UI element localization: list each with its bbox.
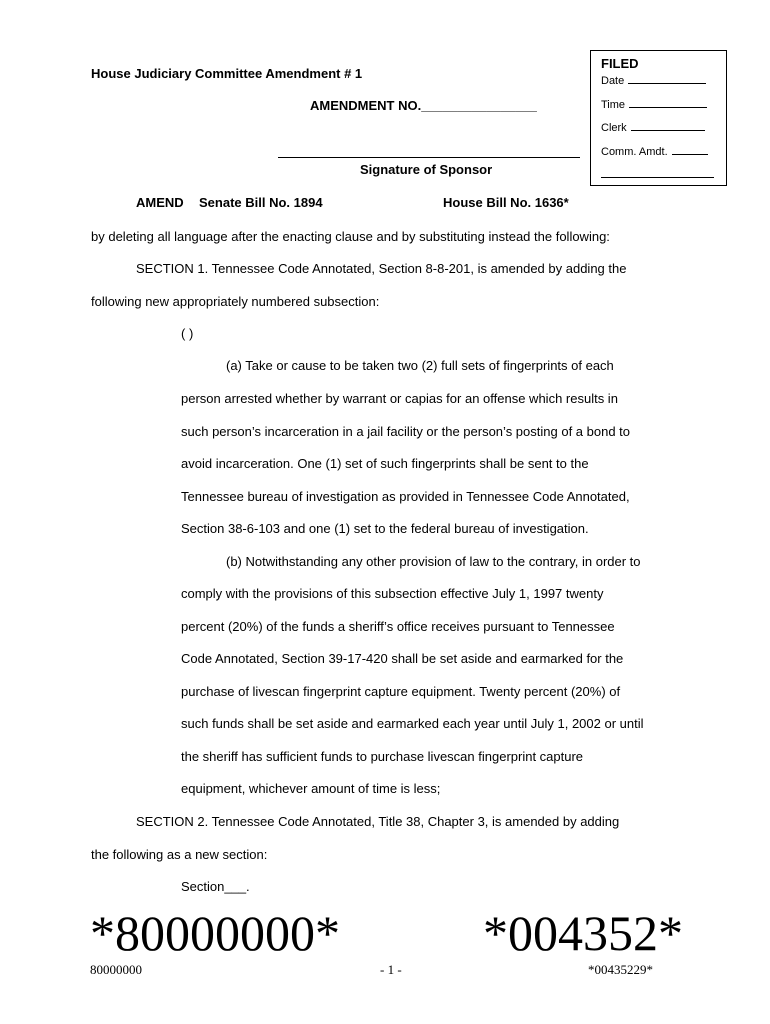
para-b-line2: comply with the provisions of this subsection effective July 1, 1997 twenty bbox=[181, 586, 604, 601]
para-a-line6: Section 38-6-103 and one (1) set to the federal bureau of investigation. bbox=[181, 521, 589, 536]
filed-extra-line bbox=[601, 177, 714, 178]
filed-date-label: Date bbox=[601, 75, 625, 87]
filed-comm-label: Comm. Amdt. bbox=[601, 146, 668, 158]
filed-clerk-label: Clerk bbox=[601, 122, 627, 134]
section2-line2: the following as a new section: bbox=[91, 847, 268, 862]
filed-comm-row bbox=[601, 145, 708, 158]
page-number: - 1 - bbox=[380, 962, 402, 977]
section1-line1: SECTION 1. Tennessee Code Annotated, Section 8-8-201, is amended by adding the bbox=[136, 261, 627, 276]
filed-date-row bbox=[601, 74, 706, 87]
signature-line bbox=[278, 157, 580, 158]
footer-code-left: 80000000 bbox=[90, 962, 142, 977]
section2-line1: SECTION 2. Tennessee Code Annotated, Title 38, Chapter 3, is amended by adding bbox=[136, 814, 620, 829]
amendment-number: AMENDMENT NO.________________ bbox=[310, 98, 537, 113]
house-bill: House Bill No. 1636* bbox=[443, 195, 569, 210]
para-b-line7: the sheriff has sufficient funds to purchase livescan fingerprint capture bbox=[181, 749, 584, 764]
para-b-line4: Code Annotated, Section 39-17-420 shall be set aside and earmarked for the bbox=[181, 651, 624, 666]
filed-clerk-row bbox=[601, 121, 705, 134]
para-a-line5: Tennessee bureau of investigation as provided in Tennessee Code Annotated, bbox=[181, 489, 630, 504]
footer-code-right: *00435229* bbox=[588, 962, 653, 977]
subsection-number: ( ) bbox=[181, 326, 194, 341]
para-b-line5: purchase of livescan fingerprint capture equipment. Twenty percent (20%) of bbox=[181, 684, 621, 699]
filed-time-row bbox=[601, 98, 707, 111]
barcode-right: *004352* bbox=[483, 905, 683, 961]
date-blank bbox=[628, 74, 706, 84]
para-b-line8: equipment, whichever amount of time is less; bbox=[181, 781, 441, 796]
section1-line2: following new appropriately numbered subsection: bbox=[91, 294, 380, 309]
para-b-line1: (b) Notwithstanding any other provision of law to the contrary, in order to bbox=[226, 554, 641, 569]
para-a-line4: avoid incarceration. One (1) set of such fingerprints shall be sent to the bbox=[181, 456, 589, 471]
senate-bill: Senate Bill No. 1894 bbox=[199, 195, 323, 210]
para-b-line3: percent (20%) of the funds a sheriff’s office receives pursuant to Tennessee bbox=[181, 619, 615, 634]
committee-title: House Judiciary Committee Amendment # 1 bbox=[91, 66, 363, 81]
intro-text: by deleting all language after the enacting clause and by substituting instead the following: bbox=[91, 229, 610, 244]
filed-box bbox=[590, 50, 727, 186]
para-a-line3: such person’s incarceration in a jail facility or the person’s posting of a bond to bbox=[181, 424, 631, 439]
barcode-left: *80000000* bbox=[90, 905, 340, 961]
section-blank: Section___. bbox=[181, 879, 250, 894]
signature-label: Signature of Sponsor bbox=[360, 162, 493, 177]
para-b-line6: such funds shall be set aside and earmarked each year until July 1, 2002 or until bbox=[181, 716, 644, 731]
filed-title: FILED bbox=[601, 56, 639, 71]
time-blank bbox=[629, 98, 707, 108]
comm-blank bbox=[672, 145, 708, 155]
amend-label: AMEND bbox=[136, 195, 184, 210]
para-a-line1: (a) Take or cause to be taken two (2) full sets of fingerprints of each bbox=[226, 358, 614, 373]
para-a-line2: person arrested whether by warrant or capias for an offense which results in bbox=[181, 391, 618, 406]
clerk-blank bbox=[631, 121, 705, 131]
filed-time-label: Time bbox=[601, 99, 626, 111]
